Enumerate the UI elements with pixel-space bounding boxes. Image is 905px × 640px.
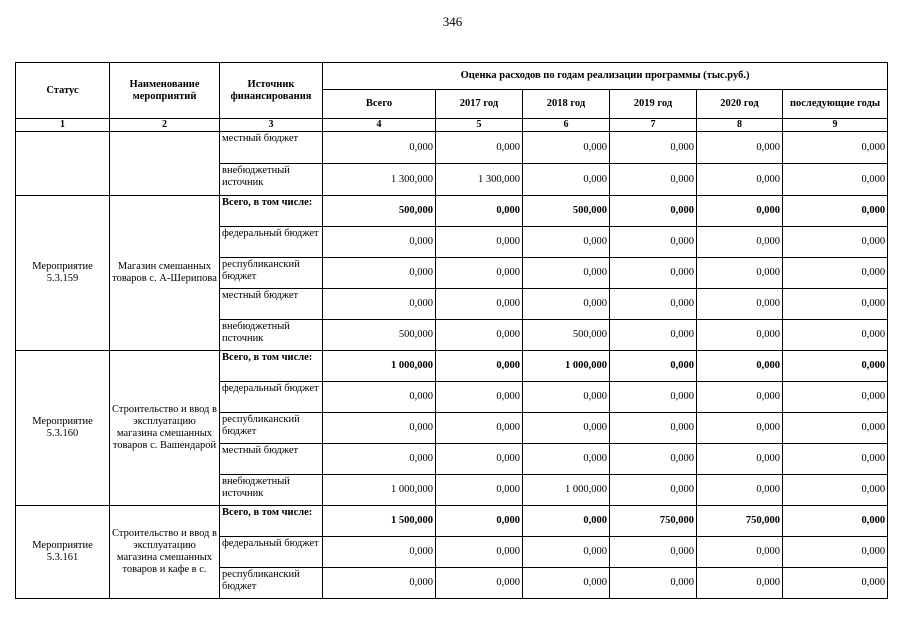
funding-source: федеральный бюджет bbox=[220, 537, 323, 568]
col-number: 7 bbox=[610, 119, 697, 132]
amount-cell: 1 000,000 bbox=[523, 351, 610, 382]
amount-cell: 0,000 bbox=[323, 413, 436, 444]
amount-cell: 0,000 bbox=[697, 413, 783, 444]
funding-source: местный бюджет bbox=[220, 132, 323, 164]
amount-cell: 0,000 bbox=[783, 196, 888, 227]
col-number: 8 bbox=[697, 119, 783, 132]
amount-cell: 1 000,000 bbox=[323, 475, 436, 506]
amount-cell: 500,000 bbox=[523, 196, 610, 227]
status-cell bbox=[16, 132, 110, 196]
funding-source: местный бюджет bbox=[220, 289, 323, 320]
amount-cell: 0,000 bbox=[610, 475, 697, 506]
amount-cell: 0,000 bbox=[610, 196, 697, 227]
amount-cell: 0,000 bbox=[436, 568, 523, 599]
amount-cell: 0,000 bbox=[436, 537, 523, 568]
col-number: 3 bbox=[220, 119, 323, 132]
amount-cell: 0,000 bbox=[523, 132, 610, 164]
amount-cell: 0,000 bbox=[697, 568, 783, 599]
status-cell: Мероприятие 5.3.160 bbox=[16, 351, 110, 506]
amount-cell: 0,000 bbox=[610, 568, 697, 599]
funding-source: Всего, в том числе: bbox=[220, 351, 323, 382]
amount-cell: 0,000 bbox=[436, 413, 523, 444]
amount-cell: 0,000 bbox=[610, 164, 697, 196]
amount-cell: 0,000 bbox=[697, 382, 783, 413]
amount-cell: 0,000 bbox=[436, 227, 523, 258]
amount-cell: 0,000 bbox=[610, 227, 697, 258]
amount-cell: 0,000 bbox=[610, 289, 697, 320]
name-cell: Строительство и ввод в эксплуатацию магазина смешанных товаров с. Вашендарой bbox=[110, 351, 220, 506]
amount-cell: 0,000 bbox=[697, 132, 783, 164]
col-number: 1 bbox=[16, 119, 110, 132]
amount-cell: 0,000 bbox=[436, 444, 523, 475]
amount-cell: 0,000 bbox=[323, 227, 436, 258]
funding-source: внебюджетный псточник bbox=[220, 320, 323, 351]
funding-source: Всего, в том числе: bbox=[220, 196, 323, 227]
amount-cell: 0,000 bbox=[783, 258, 888, 289]
amount-cell: 0,000 bbox=[323, 258, 436, 289]
amount-cell: 0,000 bbox=[523, 413, 610, 444]
amount-cell: 0,000 bbox=[697, 196, 783, 227]
funding-source: республиканский бюджет bbox=[220, 258, 323, 289]
amount-cell: 0,000 bbox=[523, 164, 610, 196]
col-number: 4 bbox=[323, 119, 436, 132]
amount-cell: 0,000 bbox=[436, 320, 523, 351]
amount-cell: 500,000 bbox=[323, 196, 436, 227]
table-row bbox=[16, 351, 888, 382]
amount-cell: 0,000 bbox=[323, 382, 436, 413]
amount-cell: 1 300,000 bbox=[323, 164, 436, 196]
amount-cell: 0,000 bbox=[523, 382, 610, 413]
amount-cell: 750,000 bbox=[697, 506, 783, 537]
amount-cell: 0,000 bbox=[436, 382, 523, 413]
amount-cell: 0,000 bbox=[783, 444, 888, 475]
amount-cell: 0,000 bbox=[783, 132, 888, 164]
table-row bbox=[16, 196, 888, 227]
amount-cell: 0,000 bbox=[436, 196, 523, 227]
funding-source: местный бюджет bbox=[220, 444, 323, 475]
amount-cell: 0,000 bbox=[610, 132, 697, 164]
amount-cell: 0,000 bbox=[697, 475, 783, 506]
amount-cell: 500,000 bbox=[523, 320, 610, 351]
header-source: Источник финансирования bbox=[220, 63, 323, 119]
amount-cell: 0,000 bbox=[436, 132, 523, 164]
status-cell: Мероприятие 5.3.161 bbox=[16, 506, 110, 599]
amount-cell: 0,000 bbox=[523, 506, 610, 537]
amount-cell: 0,000 bbox=[783, 164, 888, 196]
amount-cell: 0,000 bbox=[323, 537, 436, 568]
amount-cell: 0,000 bbox=[323, 444, 436, 475]
header-2017: 2017 год bbox=[436, 90, 523, 119]
amount-cell: 0,000 bbox=[697, 227, 783, 258]
amount-cell: 0,000 bbox=[783, 320, 888, 351]
amount-cell: 0,000 bbox=[783, 568, 888, 599]
amount-cell: 0,000 bbox=[436, 475, 523, 506]
amount-cell: 0,000 bbox=[783, 289, 888, 320]
amount-cell: 0,000 bbox=[783, 351, 888, 382]
table-row bbox=[16, 506, 888, 537]
amount-cell: 0,000 bbox=[436, 289, 523, 320]
amount-cell: 500,000 bbox=[323, 320, 436, 351]
amount-cell: 0,000 bbox=[610, 413, 697, 444]
amount-cell: 0,000 bbox=[523, 289, 610, 320]
budget-table bbox=[15, 62, 888, 599]
amount-cell: 0,000 bbox=[697, 537, 783, 568]
amount-cell: 0,000 bbox=[523, 227, 610, 258]
amount-cell: 0,000 bbox=[436, 351, 523, 382]
status-cell: Мероприятие 5.3.159 bbox=[16, 196, 110, 351]
amount-cell: 1 000,000 bbox=[323, 351, 436, 382]
amount-cell: 1 000,000 bbox=[523, 475, 610, 506]
col-number: 5 bbox=[436, 119, 523, 132]
amount-cell: 0,000 bbox=[323, 568, 436, 599]
amount-cell: 0,000 bbox=[783, 537, 888, 568]
name-cell: Магазин смешанных товаров с. А-Шерипова bbox=[110, 196, 220, 351]
amount-cell: 1 500,000 bbox=[323, 506, 436, 537]
table-row bbox=[16, 132, 888, 164]
header-later: последующие годы bbox=[783, 90, 888, 119]
funding-source: федеральный бюджет bbox=[220, 382, 323, 413]
amount-cell: 1 300,000 bbox=[436, 164, 523, 196]
amount-cell: 0,000 bbox=[436, 258, 523, 289]
amount-cell: 0,000 bbox=[436, 506, 523, 537]
amount-cell: 0,000 bbox=[697, 289, 783, 320]
amount-cell: 0,000 bbox=[783, 506, 888, 537]
amount-cell: 0,000 bbox=[523, 444, 610, 475]
funding-source: республиканский бюджет bbox=[220, 568, 323, 599]
amount-cell: 0,000 bbox=[783, 227, 888, 258]
amount-cell: 0,000 bbox=[610, 320, 697, 351]
amount-cell: 0,000 bbox=[697, 351, 783, 382]
header-estimate: Оценка расходов по годам реализации программы (тыс.руб.) bbox=[323, 63, 888, 90]
page-number: 346 bbox=[442, 14, 463, 29]
header-name: Наименование мероприятий bbox=[110, 63, 220, 119]
amount-cell: 0,000 bbox=[610, 258, 697, 289]
funding-source: Всего, в том числе: bbox=[220, 506, 323, 537]
amount-cell: 0,000 bbox=[610, 444, 697, 475]
amount-cell: 0,000 bbox=[783, 413, 888, 444]
col-number: 6 bbox=[523, 119, 610, 132]
amount-cell: 0,000 bbox=[523, 537, 610, 568]
amount-cell: 0,000 bbox=[323, 132, 436, 164]
amount-cell: 0,000 bbox=[523, 568, 610, 599]
amount-cell: 0,000 bbox=[697, 320, 783, 351]
header-2019: 2019 год bbox=[610, 90, 697, 119]
col-number: 9 bbox=[783, 119, 888, 132]
amount-cell: 0,000 bbox=[523, 258, 610, 289]
header-2020: 2020 год bbox=[697, 90, 783, 119]
col-number: 2 bbox=[110, 119, 220, 132]
amount-cell: 0,000 bbox=[783, 382, 888, 413]
header-2018: 2018 год bbox=[523, 90, 610, 119]
amount-cell: 0,000 bbox=[323, 289, 436, 320]
header-status: Статус bbox=[16, 63, 110, 119]
funding-source: федеральный бюджет bbox=[220, 227, 323, 258]
name-cell bbox=[110, 132, 220, 196]
header-total: Всего bbox=[323, 90, 436, 119]
amount-cell: 0,000 bbox=[610, 382, 697, 413]
amount-cell: 0,000 bbox=[697, 258, 783, 289]
amount-cell: 0,000 bbox=[610, 537, 697, 568]
amount-cell: 0,000 bbox=[783, 475, 888, 506]
amount-cell: 750,000 bbox=[610, 506, 697, 537]
funding-source: внебюджетный источник bbox=[220, 475, 323, 506]
amount-cell: 0,000 bbox=[610, 351, 697, 382]
amount-cell: 0,000 bbox=[697, 444, 783, 475]
funding-source: внебюджетный источник bbox=[220, 164, 323, 196]
name-cell: Строительство и ввод в эксплуатацию магазина смешанных товаров и кафе в с. bbox=[110, 506, 220, 599]
funding-source: республиканский бюджет bbox=[220, 413, 323, 444]
amount-cell: 0,000 bbox=[697, 164, 783, 196]
